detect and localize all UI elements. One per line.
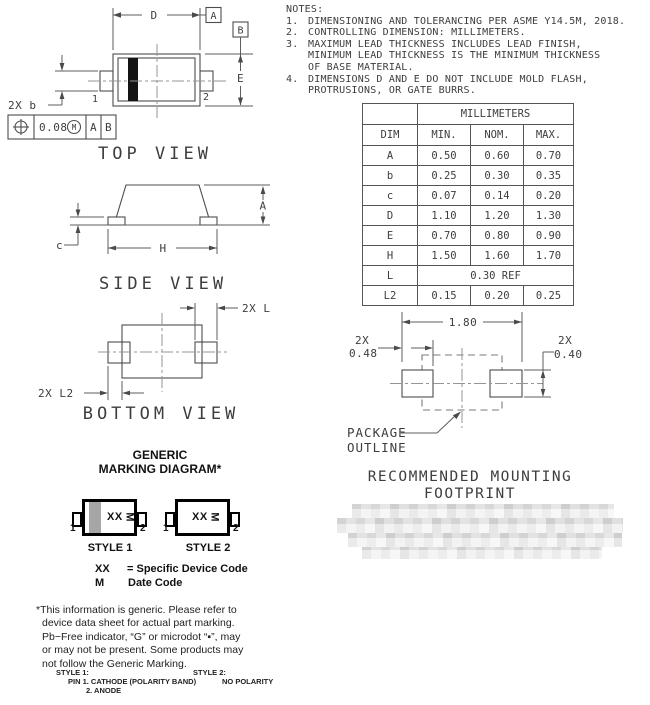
footnote-line: device data sheet for actual part marking. [42, 617, 235, 630]
marking-pin2: 2 [233, 523, 239, 534]
device-code-text: XX [107, 511, 123, 523]
note-item [286, 27, 648, 39]
table-cell: 0.50 [418, 146, 471, 166]
device-code-text: XX [192, 511, 208, 523]
dim-d-dimension [113, 8, 206, 50]
table-row [363, 226, 574, 246]
dim-pad-height-dimension [524, 334, 583, 397]
dim-l2-dimension [38, 366, 144, 400]
marking-pin2: 2 [140, 523, 146, 534]
dimension-table [362, 103, 574, 306]
legend-symbol: XX [95, 563, 110, 575]
table-cell: 0.15 [418, 286, 471, 306]
dim-overall-label: 1.80 [448, 316, 478, 329]
dim-pad-width-qty: 2X [355, 334, 370, 347]
table-cell: 0.80 [471, 226, 524, 246]
dim-h-dimension [108, 229, 217, 255]
table-header: MIN. [418, 125, 471, 146]
dim-a-label: A [259, 199, 267, 213]
bottom-view-title: BOTTOM VIEW [82, 404, 240, 424]
table-cell: E [363, 226, 418, 246]
note-item [286, 74, 648, 97]
note-number: 1. [286, 15, 299, 27]
bottom-view-drawing [38, 302, 271, 424]
table-group-header-row [363, 104, 574, 125]
marking-pin1: 1 [163, 523, 169, 534]
table-cell: b [363, 166, 418, 186]
datum-b-label: B [237, 25, 244, 37]
style2-note-title: STYLE 2: [193, 668, 226, 677]
note-number: 2. [286, 27, 299, 39]
table-cell: 0.07 [418, 186, 471, 206]
redacted-text-region [362, 547, 602, 559]
note-number: 4. [286, 73, 299, 85]
fcf-tolerance: 0.08 [39, 121, 68, 134]
style1-label: STYLE 1 [87, 542, 133, 554]
notes-title: NOTES: [286, 4, 324, 15]
legend-symbol: M [95, 577, 105, 589]
note-text [308, 39, 600, 74]
footnote-line: not follow the Generic Marking. [42, 657, 187, 670]
lead-2-side [200, 217, 217, 225]
note-number: 3. [286, 38, 299, 50]
dim-b-label: 2X b [8, 99, 37, 112]
table-row [363, 246, 574, 266]
generic-marking-footnote [36, 604, 272, 671]
polarity-band [89, 502, 101, 533]
table-cell: L2 [363, 286, 418, 306]
footnote-line: or may not be present. Some products may [42, 644, 244, 657]
table-cell: 0.60 [471, 146, 524, 166]
dim-h-label: H [159, 242, 167, 255]
marking-title-line1: GENERIC [132, 448, 188, 462]
table-group-header: MILLIMETERS [418, 104, 574, 125]
callout-line2: OUTLINE [347, 440, 407, 455]
legend-description: = Specific Device Code [127, 563, 248, 575]
date-code-text: M [123, 512, 136, 522]
style1-pin1-note: PIN 1. CATHODE (POLARITY BAND) [68, 677, 197, 686]
dim-l-label: 2X L [242, 302, 271, 315]
footnote-line: *This information is generic. Please refer to [36, 604, 237, 616]
body-side-profile [114, 185, 211, 225]
package-body-top-view [88, 44, 228, 118]
datum-a-flag [206, 8, 221, 23]
table-cell: 0.70 [418, 226, 471, 246]
package-outline-callout [347, 412, 461, 456]
table-cell: 0.35 [524, 166, 574, 186]
note-item [286, 39, 648, 74]
table-cell: 1.30 [524, 206, 574, 226]
dim-e-label: E [236, 72, 245, 85]
marking-package-style2 [175, 499, 230, 536]
marking-pin1: 1 [70, 523, 76, 534]
dim-b-dimension [8, 55, 98, 112]
table-row [363, 166, 574, 186]
datum-a-label: A [210, 11, 217, 22]
table-cell: 0.14 [471, 186, 524, 206]
marking-title-line2: MARKING DIAGRAM* [98, 461, 222, 476]
note-line: MAXIMUM LEAD THICKNESS INCLUDES LEAD FINISH, [308, 38, 582, 50]
dim-pad-height-label: 0.40 [554, 348, 583, 361]
table-header: NOM. [471, 125, 524, 146]
table-corner-cell [363, 104, 418, 125]
feature-control-frame [8, 115, 116, 139]
table-cell: D [363, 206, 418, 226]
table-cell: A [363, 146, 418, 166]
note-line: OF BASE MATERIAL. [308, 61, 414, 73]
pin1-number: 1 [92, 94, 99, 105]
table-row [363, 286, 574, 306]
table-row [363, 206, 574, 226]
dim-pad-width-dimension [349, 334, 433, 366]
footprint-title-line1: RECOMMENDED MOUNTING [367, 469, 573, 485]
callout-line1: PACKAGE [347, 425, 407, 440]
top-view-title: TOP VIEW [98, 144, 212, 164]
marking-package-style1 [82, 499, 137, 536]
table-cell: 0.70 [524, 146, 574, 166]
note-text [308, 74, 588, 97]
table-cell: 0.25 [418, 166, 471, 186]
redacted-text-region [352, 504, 614, 518]
fcf-datum1: A [89, 121, 98, 134]
side-view-drawing [56, 185, 270, 294]
note-line: PROTRUSIONS, OR GATE BURRS. [308, 85, 476, 97]
datum-b-flag [233, 22, 248, 37]
table-cell: 1.60 [471, 246, 524, 266]
date-code-text: M [208, 512, 221, 522]
table-cell: 0.20 [524, 186, 574, 206]
table-cell: 0.20 [471, 286, 524, 306]
table-cell: L [363, 266, 418, 286]
table-header-row [363, 125, 574, 146]
dim-l2-label: 2X L2 [38, 387, 74, 400]
table-cell: H [363, 246, 418, 266]
table-cell: 0.25 [524, 286, 574, 306]
table-cell: 1.50 [418, 246, 471, 266]
footprint-drawing [347, 312, 583, 502]
fcf-datum2: B [104, 121, 113, 134]
table-cell: 1.20 [471, 206, 524, 226]
note-text: CONTROLLING DIMENSION: MILLIMETERS. [308, 27, 526, 39]
table-cell: 1.10 [418, 206, 471, 226]
table-cell: 0.90 [524, 226, 574, 246]
table-row [363, 146, 574, 166]
dim-pad-width-label: 0.48 [349, 347, 378, 360]
dim-pad-height-qty: 2X [558, 334, 573, 347]
dim-d-label: D [150, 9, 158, 22]
pin2-number: 2 [203, 92, 210, 103]
style1-pin2-note: 2. ANODE [86, 686, 122, 695]
style2-label: STYLE 2 [185, 542, 231, 554]
marking-diagram-section [30, 448, 290, 589]
style2-note-value: NO POLARITY [222, 677, 274, 686]
cathode-band [128, 58, 138, 101]
legend-description: Date Code [128, 577, 183, 589]
dim-c-dimension [56, 203, 104, 252]
redacted-text-region [337, 518, 623, 533]
table-cell: 0.30 REF [418, 266, 574, 286]
fcf-modifier: M [71, 123, 77, 132]
note-text: DIMENSIONING AND TOLERANCING PER ASME Y14.5M, 2018. [308, 15, 626, 27]
note-line: MINIMUM LEAD THICKNESS IS THE MINIMUM THICKNESS [308, 50, 601, 62]
table-cell: c [363, 186, 418, 206]
note-line: DIMENSIONS D AND E DO NOT INCLUDE MOLD FLASH, [308, 73, 588, 85]
top-view-drawing [8, 8, 253, 165]
footprint-title-line2: FOOTPRINT [423, 486, 517, 502]
notes-section [286, 4, 648, 97]
table-row [363, 266, 574, 286]
table-header: DIM [363, 125, 418, 146]
table-row [363, 186, 574, 206]
table-header: MAX. [524, 125, 574, 146]
lead-1-side [108, 217, 125, 225]
dim-c-label: c [56, 239, 64, 252]
dim-a-dimension [259, 186, 266, 225]
side-view-title: SIDE VIEW [98, 274, 228, 294]
table-cell: 1.70 [524, 246, 574, 266]
table-cell: 0.30 [471, 166, 524, 186]
footnote-line: Pb−Free indicator, “G” or microdot “▪”, may [42, 630, 241, 643]
style1-note-title: STYLE 1: [56, 668, 89, 677]
note-item [286, 16, 648, 28]
dim-l-dimension [180, 302, 271, 340]
redacted-text-region [348, 533, 622, 547]
